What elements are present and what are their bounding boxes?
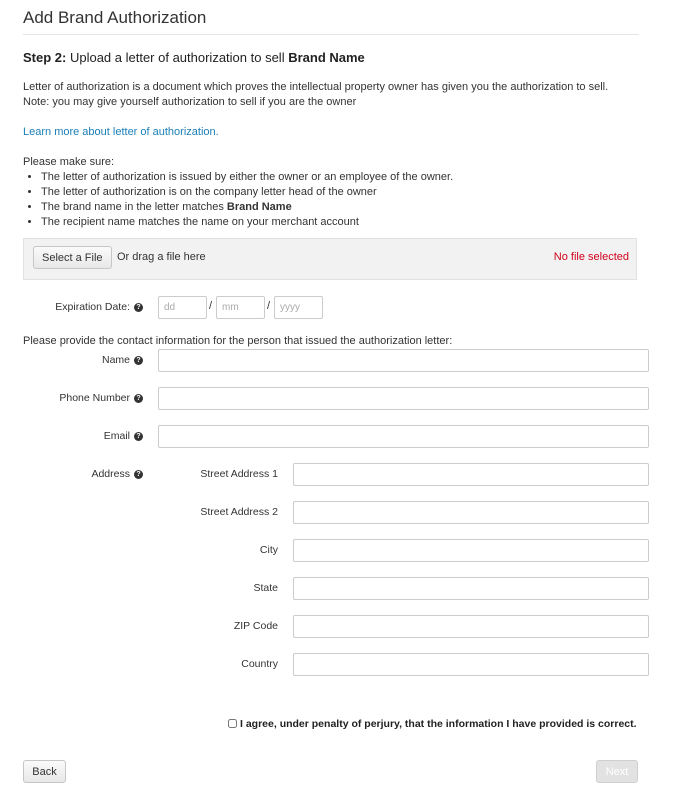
- street-address-1-label: Street Address 1: [200, 468, 278, 480]
- list-item: • The letter of authorization is on the company letter head of the owner: [41, 186, 453, 201]
- zip-code-input[interactable]: [293, 615, 649, 638]
- drag-hint: Or drag a file here: [117, 251, 206, 263]
- step-brand-name: Brand Name: [288, 50, 365, 65]
- expiration-year-input[interactable]: [274, 296, 323, 319]
- select-file-button[interactable]: Select a File: [33, 246, 112, 269]
- question-circle-icon[interactable]: ?: [134, 356, 143, 365]
- state-input[interactable]: [293, 577, 649, 600]
- expiration-day-input[interactable]: [158, 296, 207, 319]
- list-item: • The recipient name matches the name on your merchant account: [41, 216, 453, 231]
- address-label: Address ?: [23, 468, 143, 480]
- city-label: City: [259, 544, 278, 556]
- learn-more-link[interactable]: Learn more about letter of authorization.: [23, 126, 219, 138]
- street-address-2-input[interactable]: [293, 501, 649, 524]
- step-text: Upload a letter of authorization to sell: [66, 50, 289, 65]
- intro-note: Note: you may give yourself authorization to sell if you are the owner: [23, 96, 357, 108]
- agreement-text: I agree, under penalty of perjury, that the information I have provided is correct.: [240, 718, 637, 730]
- agreement-checkbox[interactable]: [228, 719, 237, 728]
- agreement-row[interactable]: [228, 718, 637, 730]
- city-input[interactable]: [293, 539, 649, 562]
- title-divider: [23, 34, 639, 35]
- date-separator: /: [267, 300, 271, 312]
- checklist-heading: Please make sure:: [23, 156, 115, 168]
- intro-text: Letter of authorization is a document which proves the intellectual property owner has given you the authorization to sell.: [23, 81, 609, 93]
- file-upload-dropzone[interactable]: [23, 238, 637, 280]
- question-circle-icon[interactable]: ?: [134, 470, 143, 479]
- list-item: • The brand name in the letter matches Brand Name: [41, 201, 453, 216]
- next-button[interactable]: Next: [596, 760, 638, 783]
- file-status: No file selected: [553, 251, 629, 263]
- email-input[interactable]: [158, 425, 649, 448]
- state-label: State: [253, 582, 278, 594]
- step-number: Step 2:: [23, 50, 67, 65]
- contact-intro: Please provide the contact information for the person that issued the authorization letter:: [23, 335, 453, 347]
- phone-label: Phone Number ?: [23, 392, 143, 404]
- expiration-date-label: Expiration Date: ?: [23, 301, 143, 313]
- page-title: Add Brand Authorization: [23, 8, 207, 27]
- question-circle-icon[interactable]: ?: [134, 432, 143, 441]
- requirements-list: [23, 171, 453, 231]
- country-label: Country: [241, 658, 278, 670]
- zip-code-label: ZIP Code: [233, 620, 278, 632]
- country-input[interactable]: [293, 653, 649, 676]
- question-circle-icon[interactable]: ?: [134, 303, 143, 312]
- list-item: • The letter of authorization is issued by either the owner or an employee of the owner.: [41, 171, 453, 186]
- name-label: Name ?: [23, 354, 143, 366]
- date-separator: /: [209, 300, 213, 312]
- phone-input[interactable]: [158, 387, 649, 410]
- question-circle-icon[interactable]: ?: [134, 394, 143, 403]
- street-address-2-label: Street Address 2: [200, 506, 278, 518]
- email-label: Email ?: [23, 430, 143, 442]
- step-heading: [23, 50, 365, 65]
- back-button[interactable]: Back: [23, 760, 66, 783]
- name-input[interactable]: [158, 349, 649, 372]
- street-address-1-input[interactable]: [293, 463, 649, 486]
- expiration-month-input[interactable]: [216, 296, 265, 319]
